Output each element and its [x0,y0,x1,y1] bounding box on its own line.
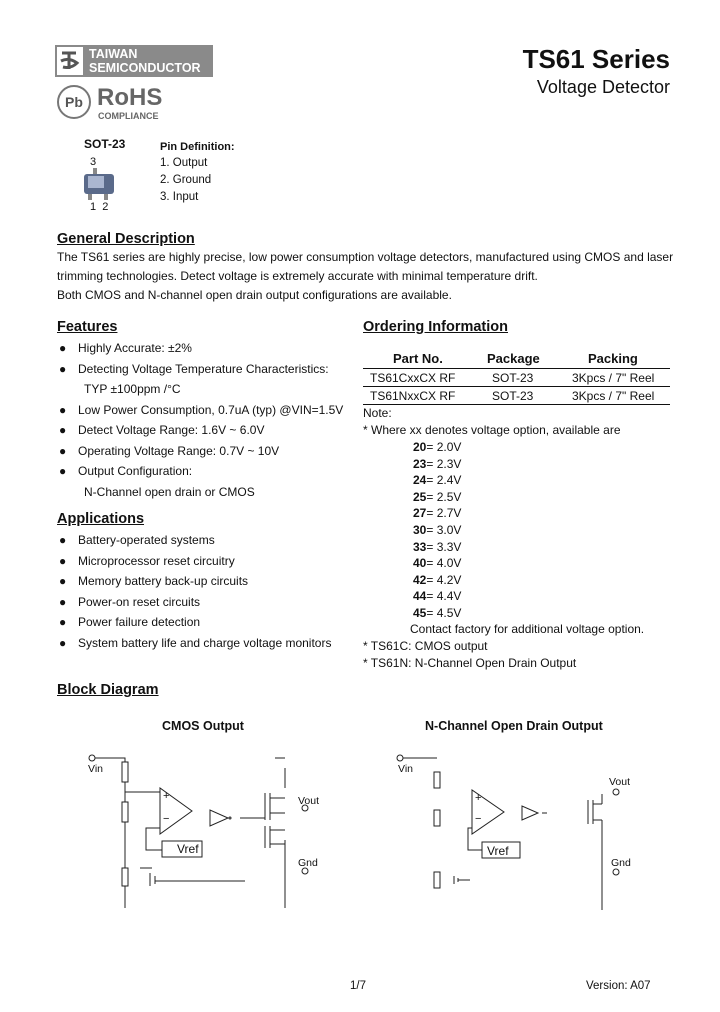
gnd-terminal-icon [613,869,619,875]
page-title: TS61 Series [522,44,670,74]
voltage-option [413,457,461,471]
logo-line2: SEMICONDUCTOR [89,61,201,75]
note-nch: * TS61N: N-Channel Open Drain Output [363,656,577,670]
table-rule [363,386,670,387]
applications-heading: Applications [57,511,145,527]
sot23-package-icon [80,168,120,202]
row1-part: TS61CxxCX RF [370,371,456,385]
resistor-icon [434,810,440,826]
voltage-option [413,589,461,603]
general-line-3: Both CMOS and N-channel open drain output configurations are available. [57,288,452,302]
voltage-value: 4.0V [436,556,462,571]
pin-1: 1. Output [160,157,208,169]
feature-item: Detect Voltage Range: 1.6V ~ 6.0V [78,423,265,437]
application-item: Battery-operated systems [78,533,215,547]
general-line-2: trimming technologies. Detect voltage is extremely accurate with minimal temperature drift. [57,269,538,283]
voltage-value: 3.0V [436,523,462,537]
equals-sign: = [426,572,437,587]
voltage-option [413,556,461,570]
application-item: System battery life and charge voltage monitors [78,636,332,650]
feature-item: Detecting Voltage Temperature Characteristics: [78,362,329,376]
bullet-icon: ● [59,362,67,376]
pb-free-icon: Pb [57,85,91,119]
equals-sign: = [426,489,437,504]
resistor-icon [434,772,440,788]
inverter-dot [229,817,231,819]
nmos-icon [265,826,285,848]
voltage-code: 44 [413,589,427,604]
voltage-code: 42 [413,572,427,587]
package-name: SOT-23 [84,137,126,151]
voltage-value: 3.3V [436,539,462,554]
cmos-vin-label: Vin [88,763,103,775]
cmos-plus: + [163,790,170,802]
bullet-icon: ● [59,595,67,609]
bullet-icon: ● [59,423,67,437]
equals-sign: = [426,539,437,554]
general-description-heading: General Description [57,231,195,247]
cmos-vref-label: Vref [177,842,199,856]
block-diagram-heading: Block Diagram [57,682,159,698]
voltage-code: 24 [413,473,427,488]
logo-line1: TAIWAN [89,47,138,61]
voltage-option [413,473,461,487]
equals-sign: = [426,456,437,471]
cmos-minus: − [163,813,170,825]
voltage-value: 4.2V [436,572,462,587]
voltage-code: 45 [413,606,427,620]
bullet-icon: ● [59,615,67,629]
col-part-no: Part No. [393,351,443,366]
cmos-title: CMOS Output [162,719,244,733]
voltage-option [413,490,461,504]
voltage-code: 20 [413,440,427,454]
bullet-icon: ● [59,574,67,588]
voltage-code: 30 [413,523,427,537]
page-subtitle: Voltage Detector [536,77,670,97]
voltage-option [413,540,461,554]
col-package: Package [487,351,540,366]
nch-vref-label: Vref [487,844,509,858]
equals-sign: = [426,506,437,521]
feature-item: N-Channel open drain or CMOS [84,485,255,499]
equals-sign: = [426,523,437,537]
voltage-code: 40 [413,556,427,571]
voltage-option [413,523,461,537]
table-rule [363,404,670,405]
voltage-value: 2.3V [436,456,462,471]
nch-title: N-Channel Open Drain Output [425,719,603,733]
voltage-code: 25 [413,489,427,504]
bullet-icon: ● [59,403,67,417]
resistor-chain-wire [95,758,125,908]
vin-terminal-icon [397,755,403,761]
wire [468,828,482,850]
note-cmos: * TS61C: CMOS output [363,639,488,653]
company-name [89,47,201,75]
equals-sign: = [426,556,437,571]
row1-packing: 3Kpcs / 7" Reel [572,371,655,385]
rohs-compliance: COMPLIANCE [98,111,159,121]
vin-terminal-icon [89,755,95,761]
bullet-icon: ● [59,533,67,547]
note-where: * Where xx denotes voltage option, available are [363,423,621,437]
bullet-icon: ● [59,464,67,478]
feature-item: Low Power Consumption, 0.7uA (typ) @VIN=1.5V [78,403,344,417]
contact-note: Contact factory for additional voltage option. [410,622,645,636]
buffer-icon [522,806,538,820]
feature-item: Highly Accurate: ±2% [78,341,192,355]
voltage-value: 2.0V [436,440,462,454]
vout-terminal-icon [613,789,619,795]
voltage-code: 27 [413,506,427,521]
equals-sign: = [426,589,437,604]
nch-plus: + [475,792,482,804]
note-label: Note: [363,406,392,420]
resistor-icon [122,762,128,782]
bullet-icon: ● [59,341,67,355]
feature-item: Operating Voltage Range: 0.7V ~ 10V [78,444,280,458]
logo-mark-icon [55,45,85,77]
pin-top-number: 3 [90,156,97,168]
pmos-icon [265,793,285,820]
resistor-icon [122,868,128,886]
nch-diagram [392,748,632,918]
equals-sign: = [426,440,437,454]
voltage-option [413,606,461,620]
voltage-value: 4.5V [436,606,462,620]
output-rail [275,758,285,908]
nch-gnd-label: Gnd [611,857,631,869]
switch-transistor-icon [454,876,470,884]
cmos-diagram [80,748,340,918]
voltage-code: 33 [413,539,427,554]
voltage-option [413,573,461,587]
voltage-option [413,440,461,454]
voltage-code: 23 [413,456,427,471]
buffer-icon [210,810,228,826]
pin-3: 3. Input [160,191,199,203]
general-line-1: The TS61 series are highly precise, low power consumption voltage detectors, manufactured using CMOS and laser [57,250,674,264]
rohs-logo: RoHS [97,84,163,111]
feature-item: Output Configuration: [78,464,193,478]
pin-2: 2. Ground [160,174,212,186]
voltage-value: 2.4V [436,473,462,488]
nch-vout-label: Vout [609,776,631,788]
feature-item: TYP ±100ppm /°C [84,382,181,396]
nch-vin-label: Vin [398,763,413,775]
ordering-heading: Ordering Information [363,319,508,335]
nch-minus: − [475,813,482,825]
row2-package: SOT-23 [492,389,534,403]
version: Version: A07 [586,980,651,992]
row1-package: SOT-23 [492,371,534,385]
cmos-gnd-label: Gnd [298,857,318,869]
row2-part: TS61NxxCX RF [370,389,456,403]
equals-sign: = [426,606,437,620]
features-heading: Features [57,319,118,335]
table-rule [363,368,670,369]
bullet-icon: ● [59,554,67,568]
voltage-option [413,506,461,520]
row2-packing: 3Kpcs / 7" Reel [572,389,655,403]
nmos-icon [588,794,602,910]
pin-definition-title: Pin Definition: [160,141,235,153]
application-item: Microprocessor reset circuitry [78,554,235,568]
switch-transistor-icon [150,873,245,886]
voltage-value: 4.4V [436,589,462,604]
bullet-icon: ● [59,444,67,458]
application-item: Power-on reset circuits [78,595,201,609]
page-number: 1/7 [350,980,366,992]
col-packing: Packing [588,351,638,366]
bullet-icon: ● [59,636,67,650]
resistor-icon [122,802,128,822]
voltage-value: 2.5V [436,489,462,504]
resistor-icon [434,872,440,888]
application-item: Memory battery back-up circuits [78,574,249,588]
voltage-value: 2.7V [436,506,462,521]
equals-sign: = [426,473,437,488]
application-item: Power failure detection [78,615,201,629]
cmos-vout-label: Vout [298,795,320,807]
pin-bottom-numbers: 1 2 [90,201,109,213]
